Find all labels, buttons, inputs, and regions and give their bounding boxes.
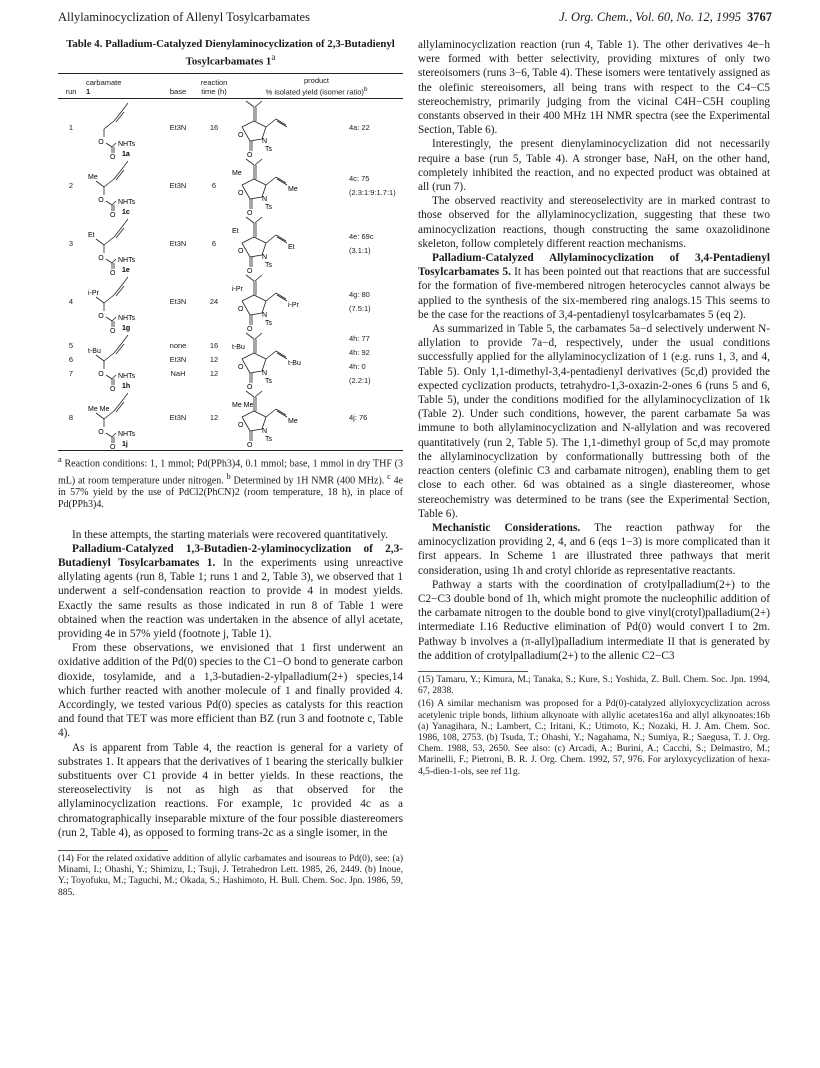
table-footnote-a: $^a$ Reaction conditions: 1, 1 mmol; Pd(PPh3)4, 0.1 mmol; base, 1 mmol in dry THF (3 mL) at room temperature under nitrogen. $^b$ Determined by 1H NMR (400 MHz). $^c$ 4e in 57% yield by the use of PdCl2(PhCN)2 (room temperature, 18 h), in place of Pd(PPh3)4. <box>58 455 404 511</box>
nhts-label: NHTs <box>118 199 136 207</box>
section-heading: Palladium-Catalyzed Allylaminocyclization of 3,4-Pentadienyl Tosylcarbamates 5. <box>418 252 770 279</box>
table-row <box>58 99 403 158</box>
base-value: none <box>169 340 187 350</box>
paragraph: In these attempts, the starting materials were recovered quantitatively. <box>72 528 389 541</box>
substituent-label: t-Bu <box>88 348 101 356</box>
col-time-top: reaction <box>200 78 228 88</box>
col-carbamate-label: carbamate <box>86 78 122 88</box>
ring-nitrogen-label: N <box>262 370 268 378</box>
compound-label: 1h <box>122 383 131 391</box>
substituent-label: Me Me <box>88 406 110 414</box>
footnote-b-text: Determined by 1H NMR (400 MHz). <box>233 474 385 486</box>
paragraph-text: In the experiments using unreactive allylating agents (run 8, Table 1; runs 1 and 2, Table 3), we observed that 1 underwent a self-condensation reaction to provide 4 in modest yields. Exactly the same results as those indicated in run 8 of Table 1 were obtained when the reaction was undertaken in the absence of allyl acetate, providing 4e in 57% yield (footnote j, Table 1). <box>58 556 403 640</box>
paragraph-text: It has been pointed out that reactions that are successful for the formation of five-membered nitrogen heterocycles cannot always be applied to the synthesis of the six-membered ring analogs.15 This seems to be the case for the reactions of 3,4-pentadienyl tosylcarbamates 5 (eq 2). <box>418 266 770 321</box>
substituent-label: Me <box>232 170 242 178</box>
carbamate-structure <box>86 99 154 162</box>
nhts-label: NHTs <box>118 315 136 323</box>
left-column <box>58 38 403 899</box>
run-number: 3 <box>68 238 74 248</box>
carbamate-structure <box>86 273 154 336</box>
carbonyl-oxygen-label: O <box>110 154 116 162</box>
tosyl-label: Ts <box>265 436 272 444</box>
substituent-label: Et <box>88 232 95 240</box>
oxygen-label: O <box>98 255 104 263</box>
page-number: 3767 <box>747 10 772 24</box>
cell-run <box>58 215 84 273</box>
carbonyl-oxygen-label: O <box>247 268 253 276</box>
journal-citation <box>559 10 772 25</box>
base-value: Et3N <box>169 412 187 422</box>
cell-run <box>58 99 84 158</box>
cell-time <box>198 273 230 331</box>
time-value: 12 <box>209 354 219 364</box>
cell-product <box>230 215 403 276</box>
paragraph <box>418 521 770 578</box>
product-structure <box>232 99 342 160</box>
ring-nitrogen-label: N <box>262 428 268 436</box>
compound-label: 1a <box>122 151 130 159</box>
col-run: run <box>58 73 84 99</box>
table-title: Palladium-Catalyzed Dienylaminocyclization of 2,3-Butadienyl Tosylcarbamates 1 <box>105 38 395 68</box>
carbonyl-oxygen-label: O <box>110 270 116 278</box>
tosyl-label: Ts <box>265 204 272 212</box>
substituent-label-2: t-Bu <box>288 360 301 368</box>
carbonyl-oxygen-label: O <box>247 442 253 450</box>
footnote-rule <box>58 850 168 851</box>
col-product-label: product <box>303 75 330 85</box>
isomer-ratio: (2.2:1) <box>349 376 371 386</box>
nhts-label: NHTs <box>118 373 136 381</box>
col-carbamate <box>84 73 158 99</box>
table-label: Table 4. <box>66 38 103 50</box>
carbonyl-oxygen-label: O <box>110 328 116 336</box>
substituent-label: Me <box>88 174 98 182</box>
product-structure <box>232 273 342 334</box>
time-value: 12 <box>209 369 219 379</box>
yield-value: 4a: 22 <box>349 122 370 132</box>
cell-run <box>58 157 84 215</box>
cell-product <box>230 273 403 334</box>
ring-oxygen-label: O <box>238 132 244 140</box>
time-value: 16 <box>209 340 219 350</box>
section-heading: Palladium-Catalyzed 1,3-Butadien-2-ylaminocyclization of 2,3-Butadienyl Tosylcarbamates 1. <box>58 542 403 569</box>
col-base: base <box>158 73 198 99</box>
paragraph <box>58 542 403 641</box>
cell-carbamate <box>84 389 158 452</box>
table-footnotes <box>58 450 403 511</box>
ring-oxygen-label: O <box>238 364 244 372</box>
carbonyl-oxygen-label: O <box>110 386 116 394</box>
paragraph-text: The reaction pathway for the aminocyclization providing 2, 4, and 6 (eqs 1−3) is more complicated than it first appears. In Scheme 1 are illustrated three pathways that merit consideration, using 1h and crotyl chloride as representative reactants. <box>418 521 770 577</box>
ring-nitrogen-label: N <box>262 254 268 262</box>
cell-time <box>198 389 230 447</box>
substituent-label: t-Bu <box>232 344 245 352</box>
base-value: Et3N <box>169 354 187 364</box>
time-value: 24 <box>209 296 219 306</box>
tosyl-label: Ts <box>265 320 272 328</box>
col-product-sup: b <box>363 85 368 93</box>
oxygen-label: O <box>98 371 104 379</box>
run-number: 2 <box>68 180 74 190</box>
oxygen-label: O <box>98 197 104 205</box>
run-number: 7 <box>68 369 74 379</box>
footnote-14: (14) For the related oxidative addition of allylic carbamates and isoureas to Pd(0), see: (a) Minami, I.; Ohashi, Y.; Shimizu, I.; Tsuji, J. Tetrahedron Lett. 1985, 26, 2449. (b) Inoue, Y.; Toyofuku, M.; Taguchi, M.; Okada, S.; Hashimoto, H. Bull. Chem. Soc. Jpn. 1986, 59, 885. <box>58 854 403 898</box>
substituent-label-2: Et <box>288 244 295 252</box>
col-product <box>230 73 403 99</box>
cell-base <box>158 273 198 331</box>
yield-value: 4h: 0 <box>349 362 366 372</box>
product-structure <box>232 157 342 218</box>
carbonyl-oxygen-label: O <box>247 152 253 160</box>
cell-carbamate <box>84 331 158 394</box>
product-structure <box>232 389 342 450</box>
oxygen-label: O <box>98 313 104 321</box>
ring-nitrogen-label: N <box>262 138 268 146</box>
time-value: 6 <box>211 180 217 190</box>
yield-value: 4g: 80 <box>349 289 370 299</box>
journal-name: J. Org. Chem., Vol. 60, No. 12, 1995 <box>559 10 741 24</box>
footnote-15: (15) Tamaru, Y.; Kimura, M.; Tanaka, S.; Kure, S.; Yoshida, Z. Bull. Chem. Soc. Jpn. 1994, 67, 2838. <box>418 674 770 697</box>
table-header-row <box>58 73 403 99</box>
substituent-label: Me Me <box>232 402 254 410</box>
table-row <box>58 215 403 273</box>
footnote-a-text: Reaction conditions: 1, 1 mmol; Pd(PPh3)4, 0.1 mmol; base, 1 mmol in dry THF (3 mL) at room temperature under nitrogen. <box>58 458 403 486</box>
cell-time <box>198 331 230 389</box>
cell-base <box>158 331 198 389</box>
base-value: Et3N <box>169 238 187 248</box>
carbonyl-oxygen-label: O <box>247 210 253 218</box>
cell-time <box>198 99 230 158</box>
paragraph: allylaminocyclization reaction (run 4, Table 1). The other derivatives 4e−h were formed with better selectivity, providing mixtures of only two stereoisomers (runs 3−6, Table 4). These isomers were tentatively assigned as the olefinic stereoisomers, all being trans with respect to the C4−C5 stereochemistry, primarily judging from the vicinal C4H−C5H coupling constants observed in their 400 MHz 1H NMR spectra (see the Experimental Section, Table 6). <box>418 39 770 137</box>
compound-label: 1e <box>122 267 130 275</box>
table-4 <box>58 73 403 452</box>
right-column <box>418 38 770 778</box>
running-title: Allylaminocyclization of Allenyl Tosylcarbamates <box>58 10 310 24</box>
paragraph: Pathway a starts with the coordination of crotylpalladium(2+) to the C2−C3 double bond of 1h, which might promote the nucleophilic addition of the carbamate nitrogen to the double bond to give vinyl(crotyl)palladium(2+) intermediate I.16 Reductive elimination of Pd(0) would convert I to 2m. Pathway b involves a (π-allyl)palladium intermediate II that is generated by the addition of crotylpalladium(2+) to the allenic C2−C3 <box>418 578 770 662</box>
section-heading: Mechanistic Considerations. <box>432 521 581 534</box>
cell-carbamate <box>84 273 158 336</box>
cell-carbamate <box>84 215 158 278</box>
table-caption-footnote-mark: a <box>271 52 276 62</box>
table-body <box>58 99 403 452</box>
compound-label: 1j <box>122 441 128 449</box>
col-time <box>198 73 230 99</box>
paragraph: As summarized in Table 5, the carbamates 5a−d selectively underwent N-allylation to provide 7a−d, respectively, under the usual conditions successfully applied for the allylaminocyclization of 1 (e.g. runs 1, 3, and 4, Table 5). Only 1,1-dimethyl-3,4-pentadienyl derivatives (5c,d) provided the expected cyclization products, tetrahydro-1,3-oxazin-2-ones 6 (runs 5 and 6, Table 5), under the conditions modified for the allylaminocyclization of 1k (Table 2). Under such conditions, however, the parent carbamate 5a was immune to both allylaminocyclization and N-allylation and was recovered quantitatively (run 2, Table 5). The 1,1-dimethyl group of 5c,d may promote the allylaminocyclization by conformationally buttressing both of the reaction centers (olefinic C3 and carbamate nitrogen), enabling them to get close to each other. 6d was obtained as a single diastereomer, whose stereochemistry was determined to be trans (see the Experimental Section, Table 6). <box>418 323 770 520</box>
footnote-16: (16) A similar mechanism was proposed for a Pd(0)-catalyzed allyloxycyclization across acetylenic triple bonds, lithium alkynoate with allylic acetates16a and allyl alkynoates:16b (a) Yanagihara, N.; Lambert, C.; Iritani, K.; Utimoto, K.; Nozaki, H. J. Am. Chem. Soc. 1986, 108, 2753. (b) Tsuda, T.; Ohashi, Y.; Nagahama, N.; Sumiya, R.; Saegusa, T. J. Org. Chem. 1988, 53, 2650. See also: (c) Arcadi, A.; Burini, A.; Cacchi, S.; Delmastro, M.; Marinelli, F.; Pietroni, B. R. J. Org. Chem. 1992, 57, 976. For aryloxycyclization of hexa-4,5-dien-1-ols, see ref 11g. <box>418 699 770 777</box>
carbonyl-oxygen-label: O <box>110 444 116 452</box>
paragraph <box>418 251 770 322</box>
carbonyl-oxygen-label: O <box>110 212 116 220</box>
table-row <box>58 273 403 331</box>
cell-carbamate <box>84 99 158 162</box>
yield-value: 4j: 76 <box>349 412 368 422</box>
run-number: 1 <box>68 122 74 132</box>
cell-run <box>58 273 84 331</box>
table-row <box>58 389 403 447</box>
cell-run <box>58 331 84 389</box>
cell-base <box>158 215 198 273</box>
paragraph: As is apparent from Table 4, the reaction is general for a variety of substrates 1. It appears that the derivatives of 1 bearing the sterically bulkier substituents over C1 provide 4 in better yields. In these reactions, the stereoselectivity is not as high as that observed for the allylaminocyclization reactions. For example, 1c provided 4c as a chromatographically inseparable mixture of the four possible diastereomers (run 2, Table 4), as opposed to forming trans-2c as a single isomer, in the <box>58 741 403 839</box>
carbamate-structure <box>86 157 154 220</box>
cell-product <box>230 99 403 158</box>
carbonyl-oxygen-label: O <box>247 326 253 334</box>
table-caption <box>58 38 403 69</box>
cell-base <box>158 99 198 158</box>
tosyl-label: Ts <box>265 262 272 270</box>
base-value: Et3N <box>169 180 187 190</box>
paragraph: From these observations, we envisioned that 1 first underwent an oxidative addition of the Pd(0) species to the C1−O bond to generate carbon dioxide, tosylamide, and a 1,3-butadien-2-ylpalladium(2+) species,14 which further reacted with another molecule of 1 and finally provided 4. Accordingly, we tested various Pd(0) species as catalysts for this reaction and found that TET was more efficient than BZ (run 3 and footnote c, Table 4). <box>58 642 403 740</box>
cell-base <box>158 389 198 447</box>
isomer-ratio: (3.1:1) <box>349 246 371 256</box>
base-value: Et3N <box>169 122 187 132</box>
compound-label: 1g <box>122 325 131 333</box>
footnote-c-text: 4e in 57% yield by the use of PdCl2(PhCN)2 (room temperature, 18 h), in place of Pd(PPh3)4. <box>58 474 404 511</box>
tosyl-label: Ts <box>265 378 272 386</box>
compound-label: 1c <box>122 209 130 217</box>
table-row <box>58 331 403 389</box>
ring-oxygen-label: O <box>238 422 244 430</box>
nhts-label: NHTs <box>118 431 136 439</box>
run-number: 8 <box>68 412 74 422</box>
nhts-label: NHTs <box>118 141 136 149</box>
carbonyl-oxygen-label: O <box>247 384 253 392</box>
yield-value: 4h: 77 <box>349 333 370 343</box>
yield-value: 4c: 75 <box>349 173 370 183</box>
col-carbamate-num: 1 <box>86 87 91 97</box>
footnote-rule <box>418 671 528 672</box>
cell-product <box>230 389 403 450</box>
isomer-ratio: (2.3:1:9:1.7:1) <box>349 188 396 198</box>
ring-oxygen-label: O <box>238 306 244 314</box>
carbamate-structure <box>86 331 154 394</box>
carbamate-structure <box>86 389 154 452</box>
cell-carbamate <box>84 157 158 220</box>
ring-nitrogen-label: N <box>262 196 268 204</box>
cell-time <box>198 215 230 273</box>
isomer-ratio: (7.5:1) <box>349 304 371 314</box>
ring-oxygen-label: O <box>238 190 244 198</box>
yield-value: 4e: 69c <box>349 231 374 241</box>
base-value: NaH <box>170 369 186 379</box>
col-product-sub: % isolated yield (isomer ratio) <box>265 87 364 97</box>
carbamate-structure <box>86 215 154 278</box>
time-value: 12 <box>209 412 219 422</box>
time-value: 16 <box>209 122 219 132</box>
cell-product <box>230 157 403 218</box>
cell-run <box>58 389 84 447</box>
substituent-label: i-Pr <box>232 286 243 294</box>
ring-nitrogen-label: N <box>262 312 268 320</box>
run-number: 4 <box>68 296 74 306</box>
cell-base <box>158 157 198 215</box>
col-time-bottom: time (h) <box>201 87 227 97</box>
ring-oxygen-label: O <box>238 248 244 256</box>
substituent-label: i-Pr <box>88 290 99 298</box>
substituent-label-2: Me <box>288 418 298 426</box>
paragraph: Interestingly, the present dienylaminocyclization did not necessarily require a base (run 5, Table 4). A stronger base, NaH, on the other hand, completely inhibited the reaction, and no expected product was obtained at all (run 7). <box>418 138 770 194</box>
product-structure <box>232 215 342 276</box>
oxygen-label: O <box>98 139 104 147</box>
product-structure <box>232 331 342 392</box>
cell-product <box>230 331 403 392</box>
base-value: Et3N <box>169 296 187 306</box>
substituent-label-2: i-Pr <box>288 302 299 310</box>
substituent-label: Et <box>232 228 239 236</box>
run-number: 6 <box>68 354 74 364</box>
oxygen-label: O <box>98 429 104 437</box>
time-value: 6 <box>211 238 217 248</box>
paragraph: The observed reactivity and stereoselectivity are in marked contrast to those observed for the allylaminocyclization, suggesting that these two aminocyclization reactions, though constructing the same oxazolidinone skeleton, follow completely different reaction mechanisms. <box>418 195 770 250</box>
nhts-label: NHTs <box>118 257 136 265</box>
yield-value: 4h: 92 <box>349 347 370 357</box>
table-row <box>58 157 403 215</box>
running-header <box>58 10 772 30</box>
cell-time <box>198 157 230 215</box>
substituent-label-2: Me <box>288 186 298 194</box>
tosyl-label: Ts <box>265 146 272 154</box>
run-number: 5 <box>68 340 74 350</box>
